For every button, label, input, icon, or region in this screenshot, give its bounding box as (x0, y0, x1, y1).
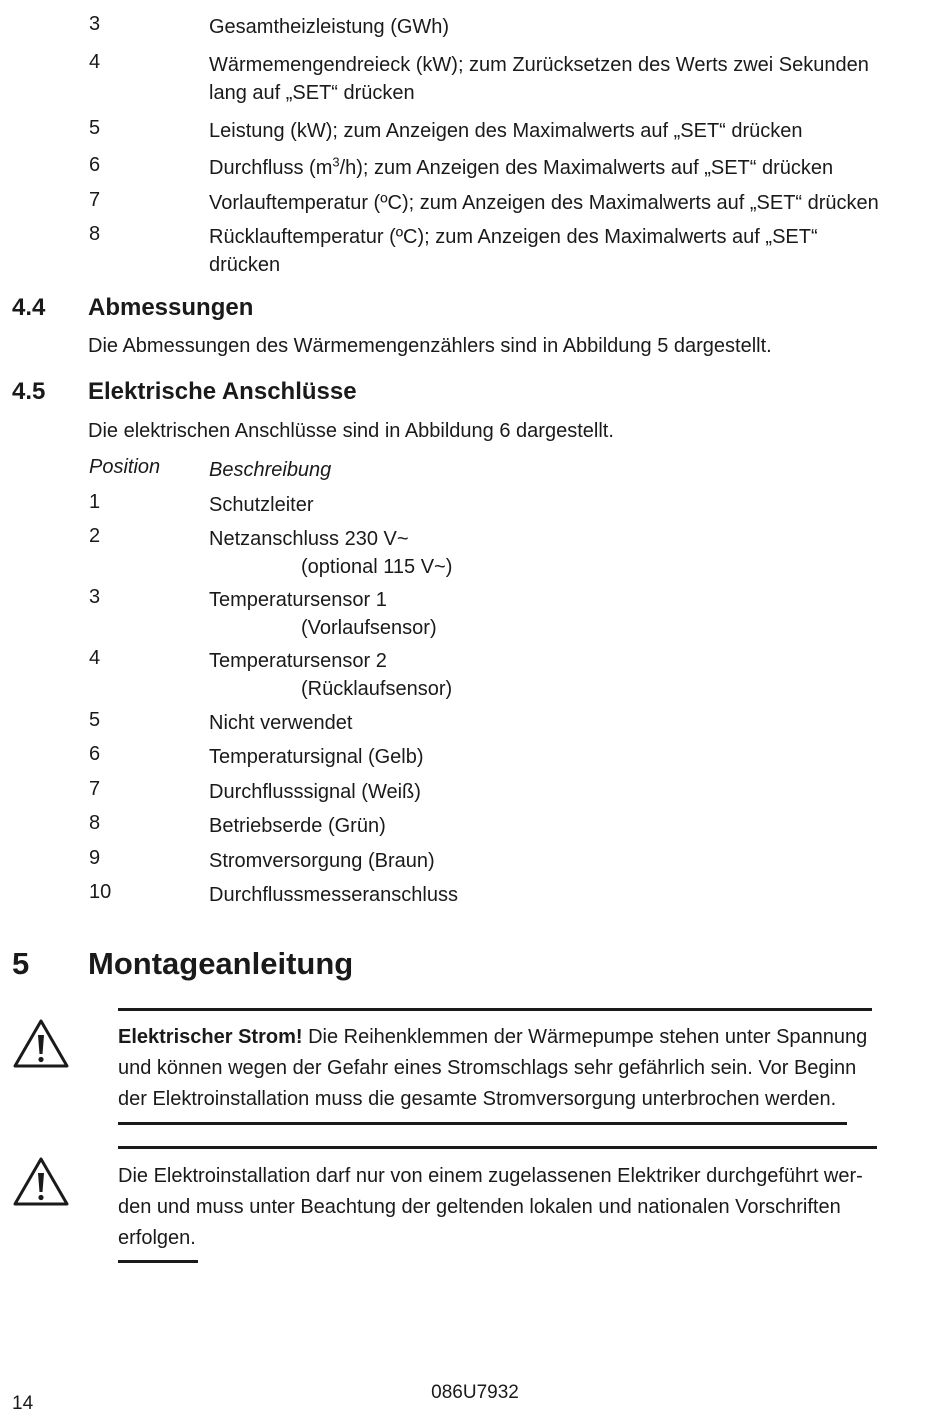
divider (118, 1008, 872, 1011)
warning-text: Elektrischer Strom! Die Reihenklemmen der Wärmepumpe stehen unter Spannung und können wegen der Gefahr eines Stromschlags sehr gefährlich sein. Vor Beginn der Elektroinstallation muss die gesamte Stromversorgung unterbrochen werden. (118, 1026, 868, 1110)
divider (118, 1260, 198, 1263)
divider (118, 1122, 847, 1125)
warning-triangle-icon (12, 1156, 70, 1208)
page-number: 14 (12, 1393, 34, 1414)
warning-triangle-icon (12, 1018, 70, 1070)
warning-text: Die Elektroinstallation darf nur von einem zugelassenen Elektriker durchgeführt wer- den und muss unter Beachtung der geltenden lokalen und nationalen Vorschriften erfolgen. (118, 1165, 863, 1249)
divider (118, 1146, 877, 1149)
document-code: 086U7932 (431, 1382, 519, 1403)
